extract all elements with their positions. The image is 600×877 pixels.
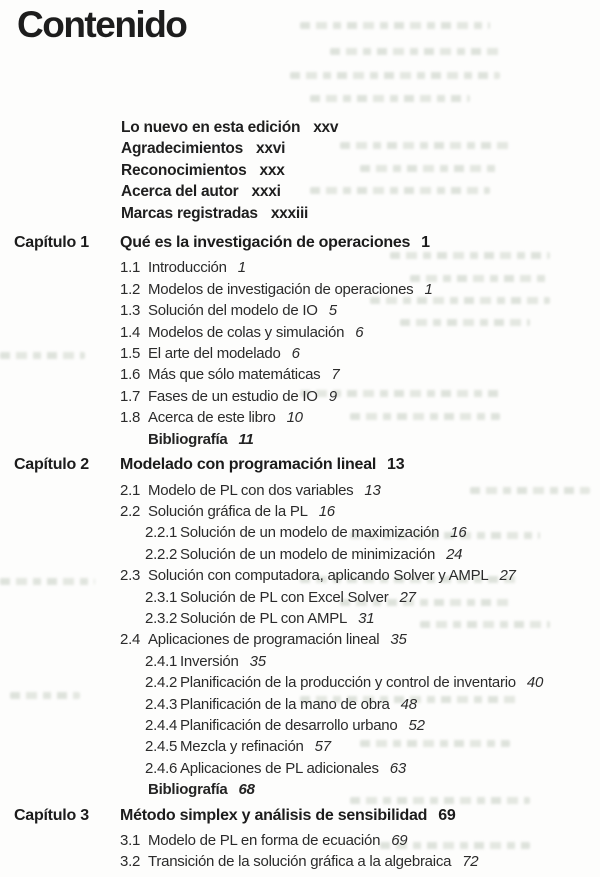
section-number: 2.3.1	[145, 588, 178, 606]
entry-title: Planificación de la producción y control de inventario	[180, 674, 516, 692]
entry-title: Modelo de PL con dos variables	[148, 481, 354, 499]
entry-title: Bibliografía	[148, 781, 228, 799]
section-number: 2.2.2	[145, 545, 178, 563]
toc-section-entry	[0, 501, 600, 522]
entry-title: Más que sólo matemáticas	[148, 366, 321, 384]
page-number: 11	[238, 430, 254, 448]
chapter-title: Método simplex y análisis de sensibilidad	[120, 806, 428, 824]
page-number: 52	[408, 716, 425, 734]
page-number: 1	[424, 280, 433, 298]
chapter-label: Capítulo 1	[14, 234, 89, 252]
section-number: 2.4.3	[145, 695, 178, 713]
front-matter-entry	[0, 138, 600, 159]
toc-section-entry	[0, 629, 600, 650]
section-number: 1.1	[120, 259, 141, 277]
page-number: 13	[387, 456, 405, 474]
toc-section-entry	[0, 851, 600, 872]
section-number: 2.2.1	[145, 524, 178, 542]
section-number: 3.1	[120, 832, 141, 849]
toc-section-entry	[0, 322, 600, 343]
entry-title: Aplicaciones de programación lineal	[148, 631, 380, 649]
page-number: xxx	[259, 161, 285, 179]
front-matter-label: Acerca del autor	[121, 183, 239, 201]
front-matter-entry	[0, 160, 600, 181]
section-number: 2.2	[120, 502, 141, 520]
section-number: 1.3	[120, 302, 141, 320]
table-of-contents	[0, 117, 600, 873]
page-number: 24	[446, 545, 463, 563]
page-number: 63	[389, 759, 406, 777]
toc-subsection-entry	[0, 694, 600, 715]
section-number: 3.2	[120, 853, 141, 871]
entry-title: Solución del modelo de IO	[148, 302, 318, 320]
page-number: 6	[291, 345, 300, 363]
entry-title: Acerca de este libro	[148, 409, 276, 427]
section-number: 1.2	[120, 280, 141, 298]
front-matter-label: Reconocimientos	[121, 161, 247, 179]
entry-title: Modelos de investigación de operaciones	[148, 280, 414, 298]
toc-section-entry	[0, 279, 600, 300]
toc-section-entry	[0, 565, 600, 586]
section-number: 2.4.4	[145, 716, 178, 734]
entry-title: Mezcla y refinación	[180, 738, 304, 756]
section-number: 2.1	[120, 481, 141, 499]
chapter-heading	[0, 232, 600, 253]
toc-section-entry	[0, 300, 600, 321]
section-number: 1.4	[120, 323, 141, 341]
toc-section-entry	[0, 343, 600, 364]
page-number: 13	[364, 481, 381, 499]
page-number: 69	[391, 832, 408, 849]
page-number: 10	[286, 409, 303, 427]
page-number: 5	[328, 302, 337, 320]
entry-title: Aplicaciones de PL adicionales	[180, 759, 379, 777]
page-number: xxxi	[251, 183, 281, 201]
chapter-entries	[0, 830, 600, 873]
front-matter-entry	[0, 203, 600, 224]
toc-subsection-entry	[0, 715, 600, 736]
chapter-heading	[0, 454, 600, 475]
page-number: 16	[318, 502, 335, 520]
page-number: 57	[314, 738, 331, 756]
section-number: 1.5	[120, 345, 141, 363]
section-number: 2.4	[120, 631, 141, 649]
toc-section-entry	[0, 830, 600, 851]
page-number: 68	[238, 781, 255, 799]
toc-subsection-entry	[0, 544, 600, 565]
chapter-heading	[0, 805, 600, 826]
toc-subsection-entry	[0, 672, 600, 693]
entry-title: Transición de la solución gráfica a la algebraica	[148, 853, 452, 871]
entry-title: El arte del modelado	[148, 345, 281, 363]
entry-title: Modelos de colas y simulación	[148, 323, 345, 341]
page-number: 35	[390, 631, 407, 649]
chapter-entries	[0, 480, 600, 801]
chapter-label: Capítulo 3	[14, 806, 89, 824]
entry-title: Fases de un estudio de IO	[148, 387, 318, 405]
section-number: 2.4.5	[145, 738, 178, 756]
page-number: xxv	[313, 119, 339, 136]
toc-subsection-entry	[0, 651, 600, 672]
front-matter-entry	[0, 181, 600, 202]
page-number: 31	[358, 609, 375, 627]
page-number: xxxiii	[270, 204, 309, 222]
entry-title: Solución de PL con Excel Solver	[180, 588, 389, 606]
toc-section-entry	[0, 480, 600, 501]
section-number: 2.4.1	[145, 652, 178, 670]
page-title: Contenido	[17, 4, 187, 45]
front-matter-label: Lo nuevo en esta edición	[121, 119, 301, 136]
entry-title: Inversión	[180, 652, 239, 670]
section-number: 2.4.6	[145, 759, 178, 777]
entry-title: Introducción	[148, 259, 227, 277]
toc-section-entry	[0, 364, 600, 385]
entry-title: Planificación de la mano de obra	[180, 695, 390, 713]
chapter-title: Qué es la investigación de operaciones	[120, 234, 411, 252]
page-number: 9	[328, 387, 337, 405]
toc-section-entry	[0, 257, 600, 278]
toc-section-entry	[0, 407, 600, 428]
toc-bibliography-entry	[0, 429, 600, 450]
page-number: 27	[399, 588, 416, 606]
front-matter-label: Agradecimientos	[121, 140, 244, 158]
entry-title: Modelo de PL en forma de ecuación	[148, 832, 381, 849]
bleed-through-artifact	[300, 22, 490, 29]
section-number: 1.8	[120, 409, 141, 427]
page-number: 1	[237, 259, 246, 277]
page-number: 40	[526, 674, 544, 692]
front-matter-entry	[0, 117, 600, 138]
entry-title: Solución con computadora, aplicando Solver y AMPL	[148, 567, 489, 585]
section-number: 1.6	[120, 366, 141, 384]
entry-title: Solución gráfica de la PL	[148, 502, 308, 520]
chapter-entries	[0, 257, 600, 450]
page-number: xxvi	[256, 140, 286, 158]
page-number: 35	[249, 652, 266, 670]
toc-subsection-entry	[0, 522, 600, 543]
page-number: 69	[438, 806, 456, 824]
entry-title: Solución de un modelo de minimización	[180, 545, 436, 563]
toc-bibliography-entry	[0, 779, 600, 800]
page-number: 7	[331, 366, 340, 384]
bleed-through-artifact	[290, 72, 500, 79]
toc-subsection-entry	[0, 608, 600, 629]
entry-title: Bibliografía	[148, 430, 228, 448]
toc-subsection-entry	[0, 736, 600, 757]
chapter-label: Capítulo 2	[14, 456, 89, 474]
entry-title: Solución de un modelo de maximización	[180, 524, 440, 542]
section-number: 2.4.2	[145, 674, 178, 692]
bleed-through-artifact	[310, 95, 470, 102]
page-number: 6	[355, 323, 364, 341]
toc-section-entry	[0, 386, 600, 407]
page-number: 16	[450, 524, 467, 542]
section-number: 2.3.2	[145, 609, 178, 627]
entry-title: Solución de PL con AMPL	[180, 609, 348, 627]
section-number: 1.7	[120, 387, 141, 405]
page-number: 27	[499, 567, 516, 585]
chapter-title: Modelado con programación lineal	[120, 456, 377, 474]
page-number: 1	[421, 234, 430, 252]
page-number: 72	[462, 853, 479, 871]
front-matter-label: Marcas registradas	[121, 204, 258, 222]
section-number: 2.3	[120, 567, 141, 585]
toc-subsection-entry	[0, 758, 600, 779]
entry-title: Planificación de desarrollo urbano	[180, 716, 398, 734]
page-number: 48	[400, 695, 417, 713]
toc-subsection-entry	[0, 587, 600, 608]
bleed-through-artifact	[330, 48, 500, 55]
